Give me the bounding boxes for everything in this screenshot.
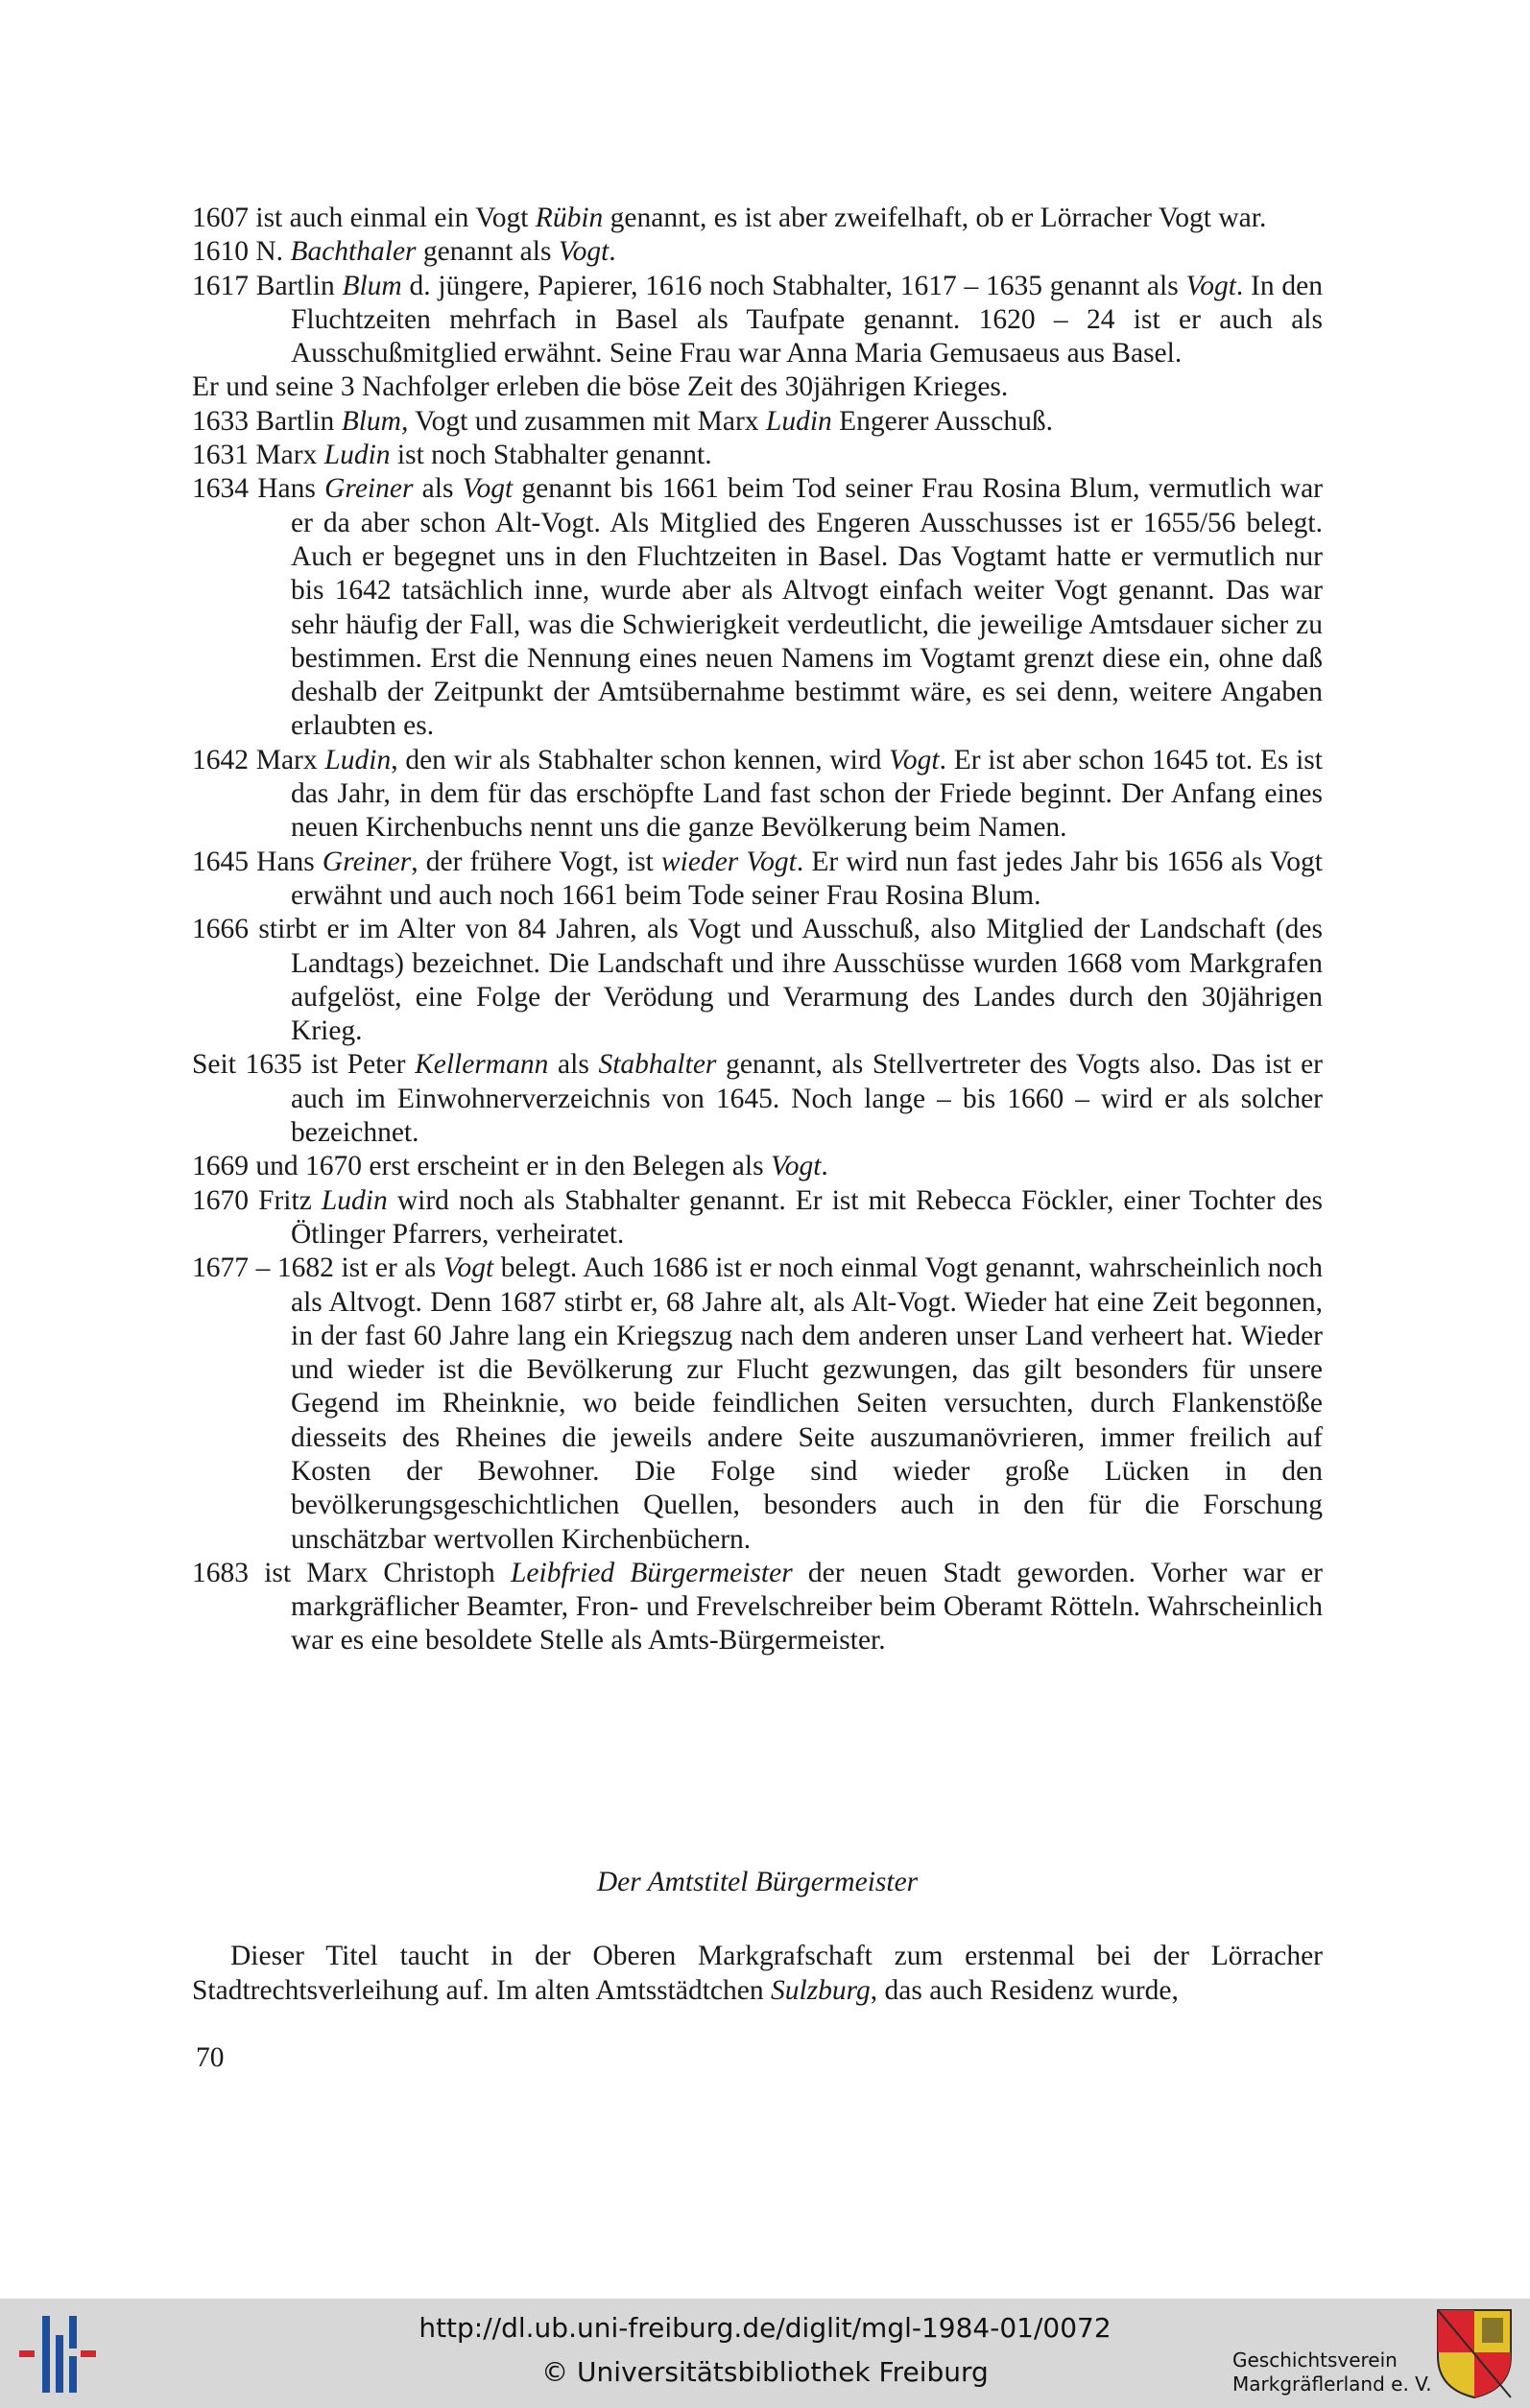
text-run: 1642 Marx xyxy=(192,744,325,775)
italic-text: Vogt xyxy=(442,1252,494,1284)
society-line2: Markgräflerland e. V. xyxy=(1232,2372,1432,2396)
footer-url-link[interactable]: http://dl.ub.uni-freiburg.de/diglit/mgl-1984-01/0072 xyxy=(418,2312,1112,2344)
text-run: 1631 Marx xyxy=(192,440,324,471)
italic-text: Vogt xyxy=(462,473,514,505)
italic-text: Vogt xyxy=(770,1151,822,1182)
italic-text: Rübin xyxy=(535,203,604,233)
italic-text: wieder Vogt xyxy=(661,846,797,877)
italic-text: Greiner xyxy=(322,846,412,877)
body-paragraph-text xyxy=(192,1939,1323,2008)
text-run: Engerer Ausschuß. xyxy=(831,405,1053,437)
text-run: genannt bis 1661 beim Tod seiner Frau Rosina Blum, vermutlich war er da aber schon Alt-Vogt. Als Mitglied des Engeren Ausschusses ist er 1655/56 belegt. Auch er begegnet uns in den Fluchtzeiten in Basel. Das Vogtamt hatte er vermutlich nur bis 1642 tatsächlich inne, wurde aber als Altvogt einfach weiter Vogt genannt. Das war sehr häufig der Fall, was die Schwierigkeit verdeutlicht, die jeweilige Amtsdauer sicher zu bestimmen. Erst die Nennung eines neuen Namens im Vogtamt grenzt diese ein, ohne daß deshalb der Zeitpunkt der Amtsübernahme bestimmt wäre, es sei denn, weitere Angaben erlaubten es. xyxy=(291,473,1323,742)
text-run: Dieser Titel taucht in der Oberen Markgrafschaft zum erstenmal bei der Lörracher Stadtrechtsverleihung auf. Im alten Amtsstädtchen xyxy=(192,1941,1323,2006)
text-run: 1669 und 1670 erst erscheint er in den Belegen als xyxy=(192,1151,771,1182)
chronicle-entry xyxy=(192,1252,1323,1557)
text-run: wird noch als Stabhalter genannt. Er ist mit Rebecca Föckler, einer Tochter des Ötlinger Pfarrers, verheiratet. xyxy=(291,1184,1324,1250)
italic-text: Vogt xyxy=(1185,270,1236,301)
text-run: . Er ist aber schon 1645 tot. Es ist das Jahr, in dem für das erschöpfte Land fast schon der Friede beginnt. Der Anfang eines neuen Kirchenbuchs nennt uns die ganze Bevölkerung beim Namen. xyxy=(291,744,1323,844)
text-run: genannt, als Stellvertreter des Vogts also. Das ist er auch im Einwohnerverzeichnis von 1645. Noch lange – bis 1660 – wird er als solcher bezeichnet. xyxy=(291,1049,1323,1149)
text-run: 1617 Bartlin xyxy=(192,270,343,301)
section-heading: Der Amtstitel Bürgermeister xyxy=(596,1867,919,1897)
italic-text: Blum xyxy=(342,270,402,301)
italic-text: Blum, xyxy=(341,405,409,437)
chronicle-entry xyxy=(192,1048,1323,1150)
italic-text: Greiner xyxy=(324,473,414,505)
text-run: d. jüngere, Papierer, 1616 noch Stabhalter, 1617 – 1635 genannt als xyxy=(401,270,1186,301)
text-run: Vogt und zusammen mit Marx xyxy=(408,405,766,437)
text-run: genannt als xyxy=(416,236,559,268)
chronicle-entry xyxy=(192,202,1323,235)
text-run: 1610 N. xyxy=(192,236,291,268)
text-run: als xyxy=(413,473,463,505)
italic-text: Stabhalter xyxy=(598,1049,717,1081)
page-number: 70 xyxy=(196,2042,225,2073)
chronicle-entry xyxy=(192,1557,1323,1658)
text-run: , den wir als Stabhalter schon kennen, wird xyxy=(391,744,890,775)
chronicle-entry xyxy=(192,472,1323,743)
chronicle-entry xyxy=(192,913,1323,1048)
text-run: der neuen Stadt geworden. Vorher war er markgräflicher Beamter, Fron- und Frevelschreiber beim Oberamt Rötteln. Wahrscheinlich war es eine besoldete Stelle als Amts-Bürgermeister. xyxy=(291,1557,1323,1657)
text-run: belegt. Auch 1686 ist er noch einmal Vogt genannt, wahrscheinlich noch als Altvogt. Denn 1687 stirbt er, 68 Jahre alt, als Alt-Vogt. Wieder hat eine Zeit begonnen, in der fast 60 Jahre lang ein Kriegszug nach dem anderen unser Land verheert hat. Wieder und wieder ist die Bevölkerung zur Flucht gezwungen, das gilt besonders für unsere Gegend im Rheinknie, wo beide feindlichen Seiten versuchten, durch Flankenstöße diesseits des Rheines die jeweils andere Seite auszumanövrieren, immer freilich auf Kosten der Bewohner. Die Folge sind wieder große Lücken in den bevölkerungsgeschichtlichen Quellen, besonders auch in den für die Forschung unschätzbar wertvollen Kirchenbüchern. xyxy=(291,1252,1324,1555)
italic-text: Ludin xyxy=(321,1184,388,1216)
text-run: , der frühere Vogt, ist xyxy=(411,846,661,877)
text-run: 1634 Hans xyxy=(192,473,325,505)
italic-text: Vogt xyxy=(889,744,940,775)
society-name xyxy=(1232,2348,1432,2396)
chronicle-entry xyxy=(192,405,1323,439)
text-run: ist noch Stabhalter genannt. xyxy=(390,440,712,471)
italic-text: Kellermann xyxy=(415,1049,549,1081)
coat-of-arms-icon xyxy=(1434,2306,1515,2400)
text-run: . In den Fluchtzeiten mehrfach in Basel als Taufpate genannt. 1620 – 24 ist er auch als Ausschußmitglied erwähnt. Seine Frau war Anna Maria Gemusaeus aus Basel. xyxy=(291,270,1323,370)
chronicle-entry xyxy=(192,1150,1323,1183)
text-run: 1677 – 1682 ist er als xyxy=(192,1252,443,1284)
text-run: 1645 Hans xyxy=(192,846,323,877)
text-run: 1607 ist auch einmal ein Vogt xyxy=(192,203,536,233)
italic-text: Ludin xyxy=(323,440,391,471)
chronicle-entry xyxy=(192,1184,1323,1252)
italic-text: Sulzburg xyxy=(770,1975,871,2006)
text-run: Seit 1635 ist Peter xyxy=(192,1049,416,1081)
text-run: . xyxy=(821,1151,828,1182)
chronicle-entry xyxy=(192,235,1323,269)
text-run: 1633 Bartlin xyxy=(192,405,342,437)
chronicle-entry xyxy=(192,270,1323,371)
society-line1: Geschichtsverein xyxy=(1232,2348,1398,2372)
entries-list xyxy=(192,202,1323,1658)
text-run: genannt, es ist aber zweifelhaft, ob er Lörracher Vogt war. xyxy=(603,203,1267,233)
italic-text: Vogt xyxy=(558,236,610,268)
chronicle-entry xyxy=(192,744,1323,846)
text-run: 1683 ist Marx Christoph xyxy=(192,1557,511,1588)
italic-text: Leibfried Bürgermeister xyxy=(511,1557,793,1588)
italic-text: Ludin xyxy=(324,744,392,775)
text-run: . Er wird nun fast jedes Jahr bis 1656 als Vogt erwähnt und auch noch 1661 beim Tode seiner Frau Rosina Blum. xyxy=(291,846,1323,911)
footer-copyright: © Universitätsbibliothek Freiburg xyxy=(541,2356,989,2388)
chronicle-entry xyxy=(192,846,1323,914)
italic-text: Bachthaler xyxy=(290,236,417,268)
text-run: als xyxy=(548,1049,599,1081)
text-run: 1670 Fritz xyxy=(192,1184,322,1216)
text-run: , das auch Residenz wurde, xyxy=(870,1975,1179,2006)
text-run: Er und seine 3 Nachfolger erleben die böse Zeit des 30jährigen Krieges. xyxy=(192,371,1009,403)
chronicle-entry xyxy=(192,439,1323,472)
text-run: . xyxy=(609,236,616,268)
italic-text: Ludin xyxy=(765,405,832,437)
body-paragraph xyxy=(192,1939,1323,2008)
text-run: 1666 stirbt er im Alter von 84 Jahren, als Vogt und Ausschuß, also Mitglied der Landschaft (des Landtags) bezeichnet. Die Landschaft und ihre Ausschüsse wurden 1668 vom Markgrafen aufgelöst, eine Folge der Verödung und Verarmung des Landes durch den 30jährigen Krieg. xyxy=(192,914,1323,1047)
footer-bar xyxy=(0,2299,1530,2408)
chronicle-entry xyxy=(192,370,1323,404)
